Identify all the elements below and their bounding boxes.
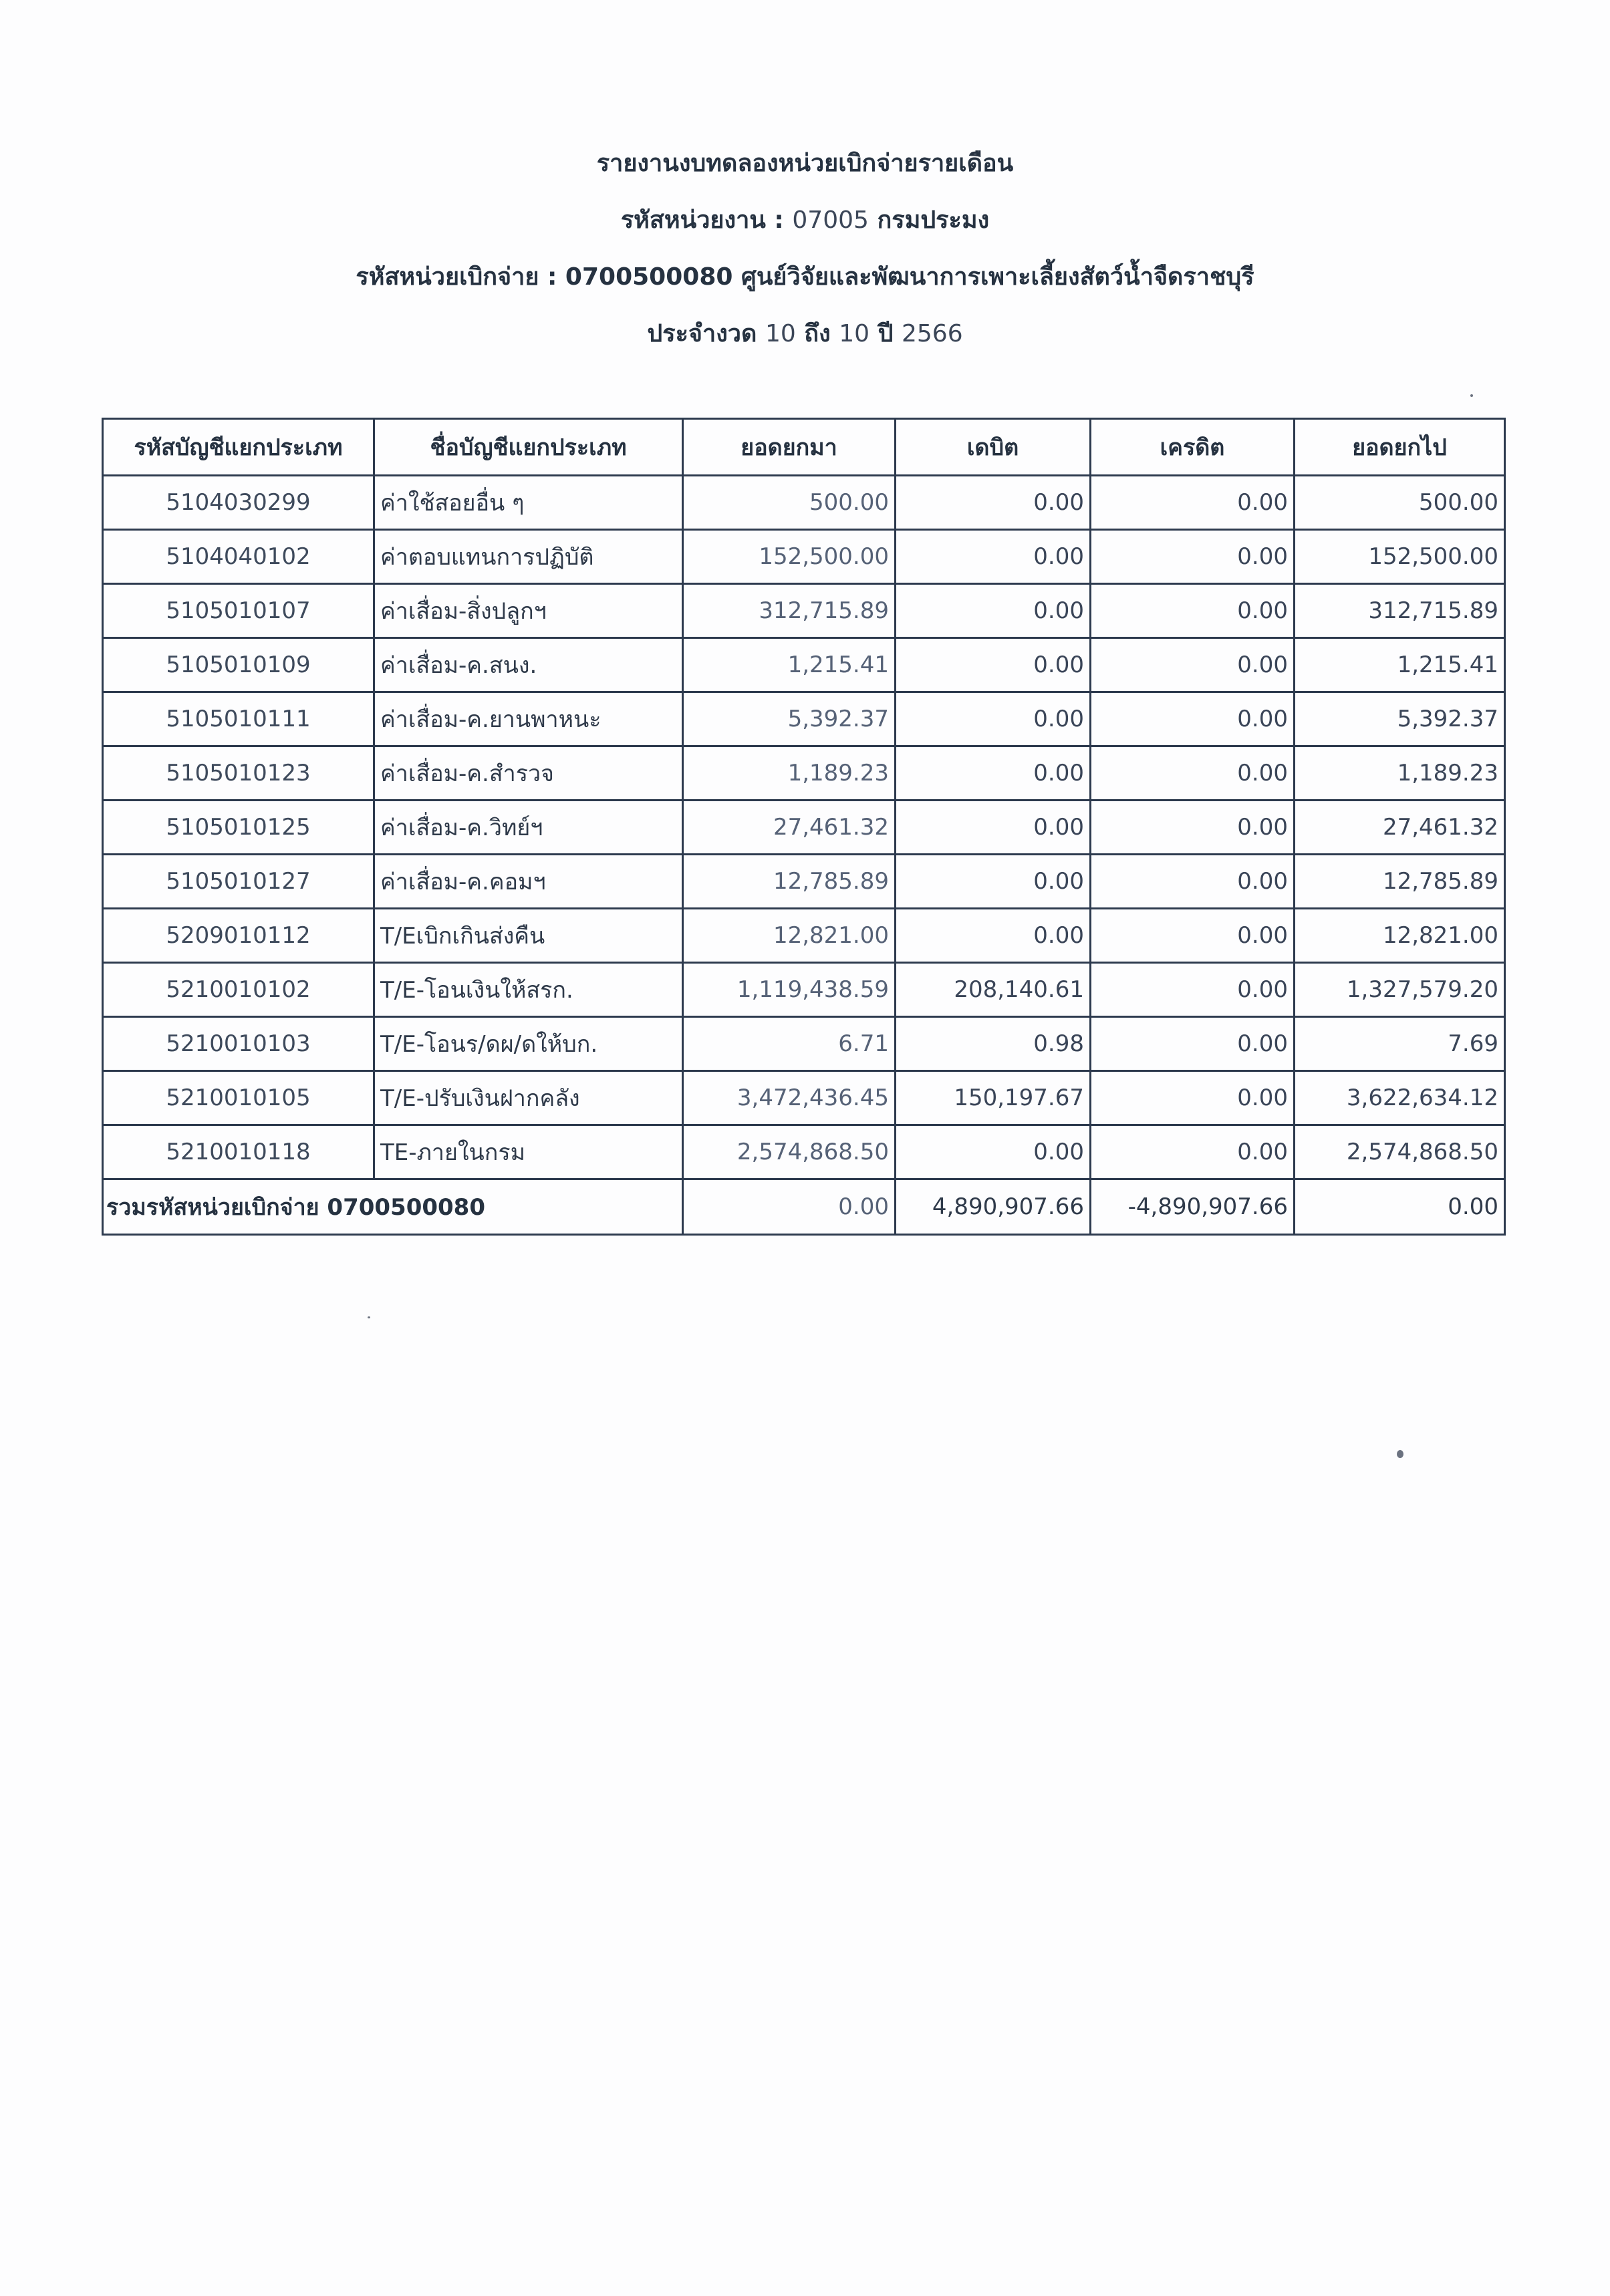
account-name: TE-ภายในกรม [374,1125,683,1179]
period-from: 10 [765,320,796,347]
account-code: 5210010102 [103,963,374,1017]
brought-forward: 5,392.37 [683,692,896,746]
disbursing-unit-line [0,257,1610,295]
brought-forward: 312,715.89 [683,584,896,638]
credit: 0.00 [1091,1071,1295,1125]
carried-forward: 152,500.00 [1295,530,1505,584]
table-header-row [103,419,1505,476]
credit: 0.00 [1091,692,1295,746]
brought-forward: 1,189.23 [683,746,896,801]
period-line [0,314,1610,352]
brought-forward: 3,472,436.45 [683,1071,896,1125]
agency-label: รหัสหน่วยงาน : [620,206,784,234]
table-row [103,746,1505,801]
brought-forward: 12,785.89 [683,855,896,909]
table-row [103,855,1505,909]
account-code: 5105010107 [103,584,374,638]
carried-forward: 12,785.89 [1295,855,1505,909]
column-header-brought-forward: ยอดยกมา [683,419,896,476]
carried-forward: 12,821.00 [1295,909,1505,963]
agency-name: กรมประมง [877,206,990,234]
account-code: 5210010103 [103,1017,374,1071]
credit: 0.00 [1091,1125,1295,1179]
debit: 0.98 [896,1017,1091,1071]
credit: 0.00 [1091,530,1295,584]
column-header-debit: เดบิต [896,419,1091,476]
scan-speck [368,1316,370,1318]
total-debit: 4,890,907.66 [896,1179,1091,1235]
account-name: T/E-โอนร/ดผ/ดให้บก. [374,1017,683,1071]
brought-forward: 12,821.00 [683,909,896,963]
account-name: ค่าเสื่อม-ค.สำรวจ [374,746,683,801]
credit: 0.00 [1091,638,1295,692]
credit: 0.00 [1091,909,1295,963]
account-name: T/E-ปรับเงินฝากคลัง [374,1071,683,1125]
total-credit: -4,890,907.66 [1091,1179,1295,1235]
carried-forward: 1,189.23 [1295,746,1505,801]
carried-forward: 500.00 [1295,476,1505,530]
account-name: ค่าใช้สอยอื่น ๆ [374,476,683,530]
brought-forward: 152,500.00 [683,530,896,584]
debit: 0.00 [896,746,1091,801]
brought-forward: 6.71 [683,1017,896,1071]
column-header-credit: เครดิต [1091,419,1295,476]
credit: 0.00 [1091,801,1295,855]
table-row [103,801,1505,855]
table-row [103,638,1505,692]
debit: 0.00 [896,909,1091,963]
account-name: ค่าเสื่อม-สิ่งปลูกฯ [374,584,683,638]
account-name: ค่าตอบแทนการปฏิบัติ [374,530,683,584]
account-name: ค่าเสื่อม-ค.คอมฯ [374,855,683,909]
column-header-carried-forward: ยอดยกไป [1295,419,1505,476]
disbursing-name: ศูนย์วิจัยและพัฒนาการเพาะเลี้ยงสัตว์น้ำจืดราชบุรี [741,263,1254,291]
credit: 0.00 [1091,584,1295,638]
debit: 0.00 [896,530,1091,584]
carried-forward: 3,622,634.12 [1295,1071,1505,1125]
trial-balance-table [102,418,1506,1236]
carried-forward: 5,392.37 [1295,692,1505,746]
column-header-account-code: รหัสบัญชีแยกประเภท [103,419,374,476]
debit: 0.00 [896,855,1091,909]
total-carried-forward: 0.00 [1295,1179,1505,1235]
carried-forward: 7.69 [1295,1017,1505,1071]
debit: 0.00 [896,801,1091,855]
account-code: 5105010109 [103,638,374,692]
debit: 0.00 [896,1125,1091,1179]
agency-code: 07005 [792,206,869,234]
year-label: ปี [878,320,894,347]
carried-forward: 1,215.41 [1295,638,1505,692]
disbursing-label: รหัสหน่วยเบิกจ่าย : [356,263,557,291]
account-code: 5104040102 [103,530,374,584]
scan-speck [1397,1450,1403,1458]
column-header-account-name: ชื่อบัญชีแยกประเภท [374,419,683,476]
account-code: 5105010127 [103,855,374,909]
debit: 208,140.61 [896,963,1091,1017]
brought-forward: 27,461.32 [683,801,896,855]
report-title [0,144,1610,182]
table-row [103,909,1505,963]
period-label: ประจำงวด [647,320,757,347]
period-to-label: ถึง [804,320,831,347]
account-code: 5210010118 [103,1125,374,1179]
scan-speck [1470,394,1473,397]
account-name: ค่าเสื่อม-ค.ยานพาหนะ [374,692,683,746]
debit: 0.00 [896,692,1091,746]
account-code: 5210010105 [103,1071,374,1125]
agency-line [0,200,1610,239]
carried-forward: 2,574,868.50 [1295,1125,1505,1179]
account-code: 5105010123 [103,746,374,801]
table-row [103,1125,1505,1179]
debit: 0.00 [896,476,1091,530]
carried-forward: 27,461.32 [1295,801,1505,855]
carried-forward: 312,715.89 [1295,584,1505,638]
account-code: 5105010111 [103,692,374,746]
table-row [103,584,1505,638]
total-brought-forward: 0.00 [683,1179,896,1235]
account-name: ค่าเสื่อม-ค.วิทย์ฯ [374,801,683,855]
account-code: 5105010125 [103,801,374,855]
credit: 0.00 [1091,963,1295,1017]
table-row [103,476,1505,530]
account-code: 5104030299 [103,476,374,530]
disbursing-code: 0700500080 [565,263,733,291]
table-row [103,530,1505,584]
report-title-text: รายงานงบทดลองหน่วยเบิกจ่ายรายเดือน [596,150,1014,177]
carried-forward: 1,327,579.20 [1295,963,1505,1017]
brought-forward: 1,119,438.59 [683,963,896,1017]
credit: 0.00 [1091,476,1295,530]
debit: 150,197.67 [896,1071,1091,1125]
account-name: T/E-โอนเงินให้สรก. [374,963,683,1017]
credit: 0.00 [1091,746,1295,801]
total-label: รวมรหัสหน่วยเบิกจ่าย 0700500080 [103,1179,683,1235]
credit: 0.00 [1091,855,1295,909]
credit: 0.00 [1091,1017,1295,1071]
table-row [103,692,1505,746]
table-row [103,1017,1505,1071]
table-row [103,1071,1505,1125]
brought-forward: 2,574,868.50 [683,1125,896,1179]
debit: 0.00 [896,638,1091,692]
account-name: T/Eเบิกเกินส่งคืน [374,909,683,963]
debit: 0.00 [896,584,1091,638]
account-code: 5209010112 [103,909,374,963]
brought-forward: 1,215.41 [683,638,896,692]
brought-forward: 500.00 [683,476,896,530]
period-to: 10 [839,320,870,347]
account-name: ค่าเสื่อม-ค.สนง. [374,638,683,692]
year: 2566 [901,320,963,347]
table-row [103,963,1505,1017]
total-row [103,1179,1505,1235]
